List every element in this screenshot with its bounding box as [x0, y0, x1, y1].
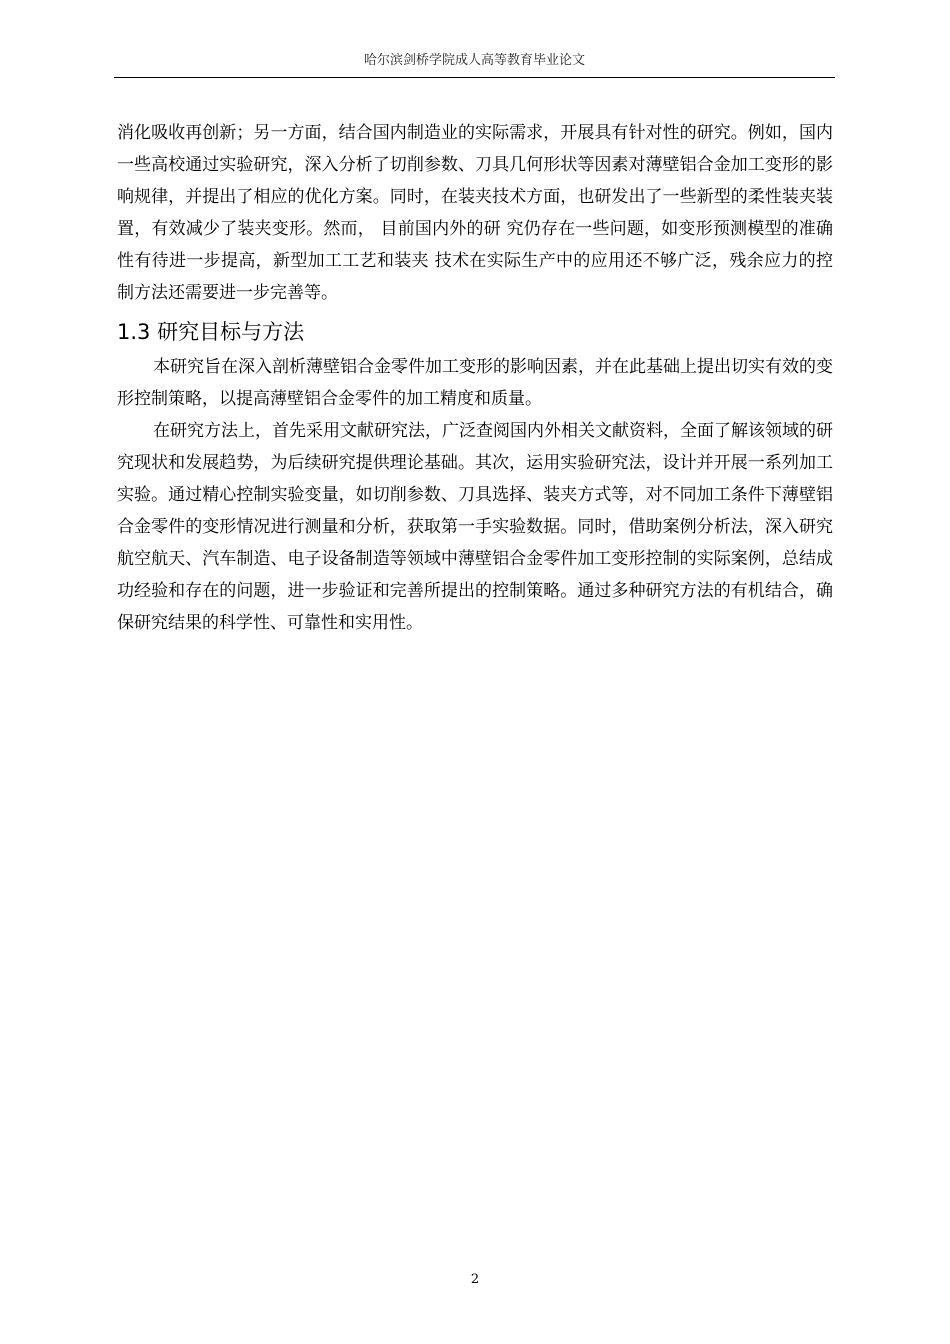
page-body — [117, 117, 833, 639]
section-paragraph-methods: 在研究方法上，首先采用文献研究法，广泛查阅国内外相关文献资料，全面了解该领域的研究现状和发展趋势，为后续研究提供理论基础。其次，运用实验研究法，设计并开展一系列加工实验。通过精心控制实验变量，如切削参数、刀具选择、装夹方式等，对不同加工条件下薄壁铝合金零件的变形情况进行测量和分析，获取第一手实验数据。同时，借助案例分析法，深入研究航空航天、汽车制造、电子设备制造等领域中薄壁铝合金零件加工变形控制的实际案例，总结成功经验和存在的问题，进一步验证和完善所提出的控制策略。通过多种研究方法的有机结合，确保研究结果的科学性、可靠性和实用性。 — [117, 421, 833, 633]
header-title: 哈尔滨剑桥学院成人高等教育毕业论文 — [363, 53, 585, 68]
section-heading: 1.3 研究目标与方法 — [117, 320, 305, 344]
page-header — [114, 52, 835, 78]
continued-paragraph: 消化吸收再创新；另一方面，结合国内制造业的实际需求，开展具有针对性的研究。例如，国内一些高校通过实验研究，深入分析了切削参数、刀具几何形状等因素对薄壁铝合金加工变形的影响规律，并提出了相应的优化方案。同时，在装夹技术方面，也研发出了一些新型的柔性装夹装置，有效减少了装夹变形。然而， 目前国内外的研 究仍存在一些问题，如变形预测模型的准确性有待进一步提高，新型加工工艺和装夹 技术在实际生产中的应用还不够广泛，残余应力的控制方法还需要进一步完善等。 — [117, 123, 833, 303]
section-paragraph-objective: 本研究旨在深入剖析薄壁铝合金零件加工变形的影响因素，并在此基础上提出切实有效的变形控制策略，以提高薄壁铝合金零件的加工精度和质量。 — [117, 357, 833, 409]
page-number: 2 — [470, 1272, 480, 1287]
